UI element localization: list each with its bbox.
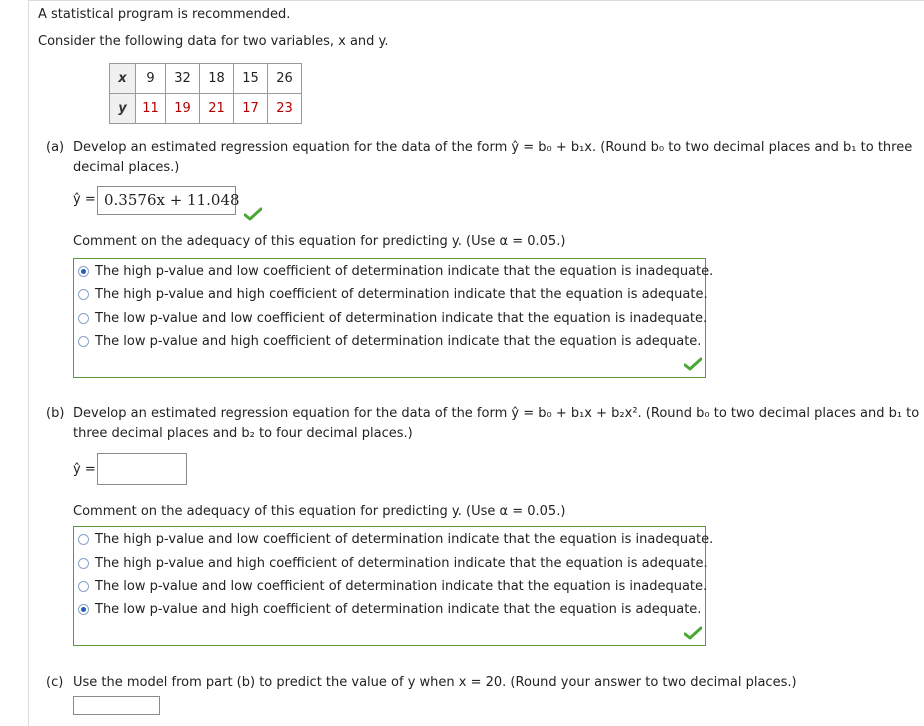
data-table [109, 63, 302, 124]
choice-option[interactable] [78, 331, 701, 351]
part-b-question-cont: three decimal places and b₂ to four decimal places.) [73, 426, 413, 441]
part-c-question: Use the model from part (b) to predict the value of y when x = 20. (Round your answer to two decimal places.) [73, 675, 797, 690]
choice-option[interactable] [78, 284, 708, 304]
x-cell: 9 [136, 64, 166, 94]
part-a-comment: Comment on the adequacy of this equation for predicting y. (Use α = 0.05.) [73, 234, 566, 249]
part-c-label: (c) [46, 675, 64, 690]
x-cell: 15 [234, 64, 268, 94]
radio-button[interactable] [78, 289, 89, 300]
yhat-label: ŷ = [73, 192, 96, 207]
x-cell: 32 [166, 64, 200, 94]
choice-label: The high p-value and high coefficient of determination indicate that the equation is adequate. [95, 286, 708, 302]
y-cell: 21 [200, 94, 234, 124]
x-cell: 18 [200, 64, 234, 94]
check-icon [684, 357, 702, 371]
x-cell: 26 [268, 64, 302, 94]
choice-option[interactable] [78, 599, 701, 619]
part-a-label: (a) [46, 140, 65, 155]
choice-label: The high p-value and low coefficient of determination indicate that the equation is inadequate. [95, 263, 714, 279]
part-c-answer-input[interactable] [73, 696, 160, 715]
y-header: y [110, 94, 136, 124]
consider-text: Consider the following data for two variables, x and y. [38, 34, 389, 49]
radio-selected[interactable] [78, 604, 89, 615]
part-b-answer-input[interactable] [97, 453, 187, 485]
choice-option[interactable] [78, 553, 708, 573]
choice-label: The low p-value and low coefficient of determination indicate that the equation is inadequate. [95, 578, 708, 594]
part-b-label: (b) [46, 406, 65, 421]
choice-option[interactable] [78, 308, 707, 328]
radio-button[interactable] [78, 313, 89, 324]
choice-label: The low p-value and high coefficient of determination indicate that the equation is adequate. [95, 333, 702, 349]
part-b-question: Develop an estimated regression equation for the data of the form ŷ = b₀ + b₁x + b₂x². (Round b₀ to two decimal places and b₁ to [73, 406, 920, 421]
part-a-choices [73, 258, 714, 378]
choice-label: The high p-value and high coefficient of determination indicate that the equation is adequate. [95, 555, 708, 571]
check-icon [684, 626, 702, 640]
radio-button[interactable] [78, 581, 89, 592]
choice-label: The low p-value and high coefficient of determination indicate that the equation is adequate. [95, 601, 702, 617]
choice-label: The high p-value and low coefficient of determination indicate that the equation is inadequate. [95, 531, 714, 547]
part-a-answer-input[interactable] [97, 186, 240, 215]
choice-label: The low p-value and low coefficient of determination indicate that the equation is inadequate. [95, 310, 708, 326]
choice-option[interactable] [78, 261, 713, 281]
part-a-question-cont: decimal places.) [73, 160, 180, 175]
part-b-choices [73, 526, 714, 646]
part-b-comment: Comment on the adequacy of this equation for predicting y. (Use α = 0.05.) [73, 504, 566, 519]
y-cell: 19 [166, 94, 200, 124]
y-cell: 11 [136, 94, 166, 124]
choice-option[interactable] [78, 529, 713, 549]
radio-button[interactable] [78, 534, 89, 545]
radio-button[interactable] [78, 558, 89, 569]
radio-button[interactable] [78, 336, 89, 347]
part-a-question: Develop an estimated regression equation for the data of the form ŷ = b₀ + b₁x. (Round b₀ to two decimal places and b₁ to three [73, 140, 913, 155]
intro-text: A statistical program is recommended. [38, 7, 291, 22]
y-cell: 17 [234, 94, 268, 124]
radio-selected[interactable] [78, 266, 89, 277]
check-icon [244, 207, 262, 221]
choice-option[interactable] [78, 576, 707, 596]
y-cell: 23 [268, 94, 302, 124]
x-header: x [110, 64, 136, 94]
table-row [110, 64, 302, 94]
part-a-answer-value: 0.3576x + 11.048 [104, 191, 240, 209]
yhat-label: ŷ = [73, 462, 96, 477]
table-row [110, 94, 302, 124]
